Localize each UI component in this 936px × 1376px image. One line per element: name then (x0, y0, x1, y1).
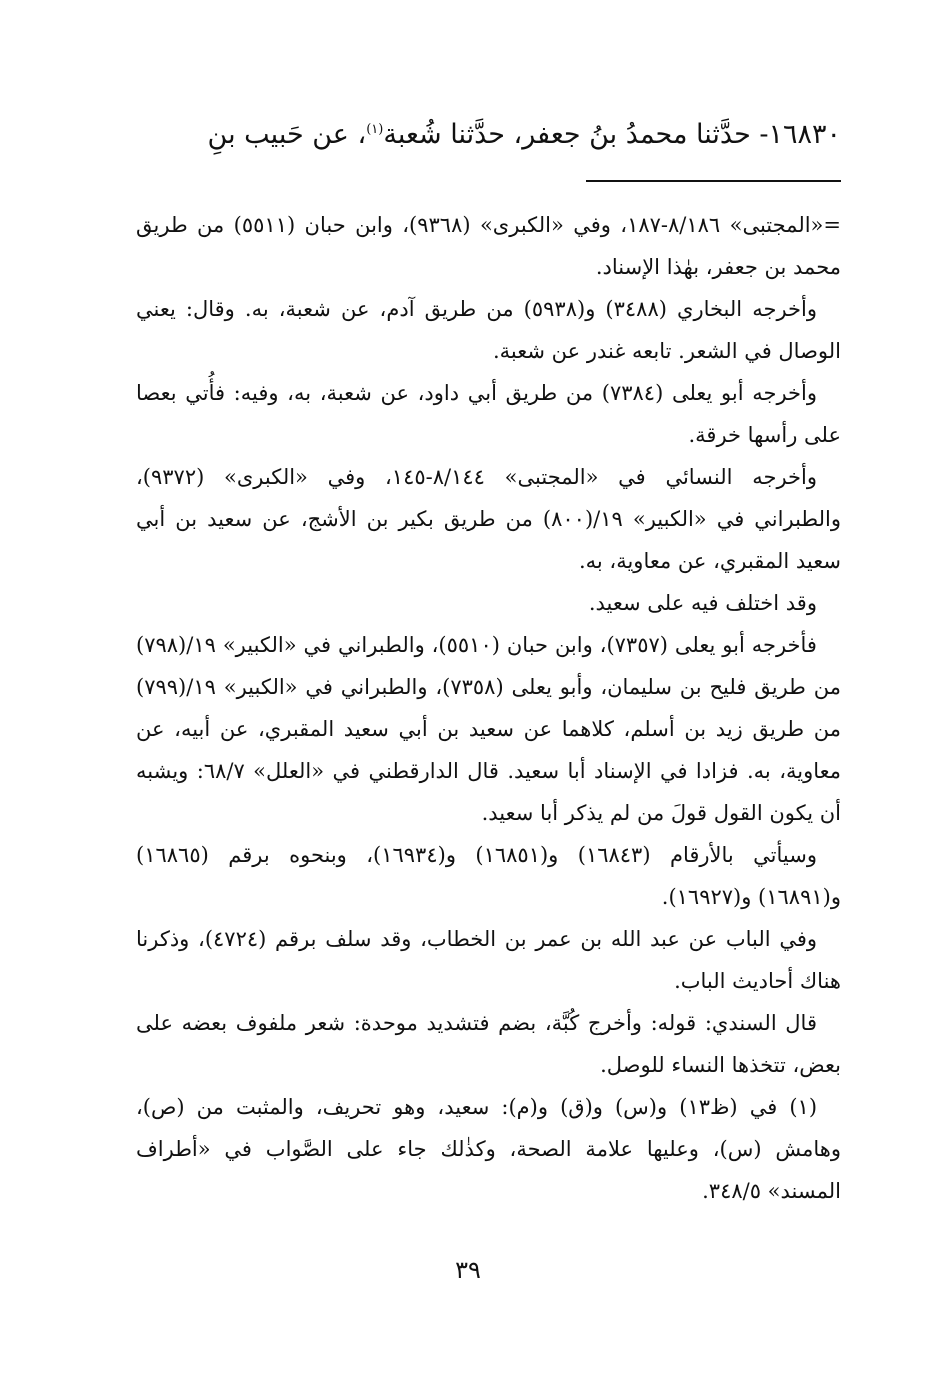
note-paragraph: وأخرجه أبو يعلى (٧٣٨٤) من طريق أبي داود، عن شعبة، به، وفيه: فأُتي بعصا على رأسها خرقة. (136, 381, 841, 447)
hadith-text (120, 112, 841, 158)
note-paragraph: قال السندي: قوله: وأخرج كُبَّة، بضم فتشديد موحدة: شعر ملفوف بعضه على بعض، تتخذها النساء للوصل. (136, 1011, 841, 1077)
footnote-marker[interactable]: (١) (366, 122, 384, 137)
hadith-text-end: ، عن حَبيب بنِ (207, 119, 367, 150)
note-paragraph: فأخرجه أبو يعلى (٧٣٥٧)، وابن حبان (٥٥١٠)، والطبراني في «الكبير» ١٩/(٧٩٨) من طريق فليح بن سليمان، وأبو يعلى (٧٣٥٨)، والطبراني في «الكبير» ١٩/(٧٩٩) من طريق زيد بن أسلم، كلاهما عن سعيد بن أبي سعيد المقبري، عن أبيه، عن معاوية، به. فزادا في الإسناد أبا سعيد. قال الدارقطني في «العلل» ٦٨/٧: ويشبه أن يكون القول قولَ من لم يذكر أبا سعيد. (136, 633, 841, 825)
note-paragraph: وأخرجه البخاري (٣٤٨٨) و(٥٩٣٨) من طريق آدم، عن شعبة، به. وقال: يعني الوصال في الشعر. تابعه غندر عن شعبة. (136, 297, 841, 363)
note-paragraph: وأخرجه النسائي في «المجتبى» ٨/١٤٤-١٤٥، وفي «الكبرى» (٩٣٧٢)، والطبراني في «الكبير» ١٩/(٨٠٠) من طريق بكير بن الأشج، عن سعيد بن أبي سعيد المقبري، عن معاوية، به. (136, 465, 842, 573)
note-paragraph: وقد اختلف فيه على سعيد. (588, 591, 817, 615)
footnote-separator (586, 180, 841, 182)
hadith-text-start: ١٦٨٣٠- حدَّثنا محمدُ بنُ جعفر، حدَّثنا شُعبة (383, 119, 841, 150)
footnote-text: (١) في (ظ١٣) و(س) و(ق) و(م): سعيد، وهو تحريف، والمثبت من (ص)، وهامش (س)، وعليها علامة الصحة، وكذٰلك جاء على الصَّواب في «أطراف المسند» ٣٤٨/٥. (136, 1095, 841, 1203)
note-paragraph: وسيأتي بالأرقام (١٦٨٤٣) و(١٦٨٥١) و(١٦٩٣٤)، وبنحوه برقم (١٦٨٦٥) و(١٦٨٩١) و(١٦٩٢٧). (136, 843, 841, 909)
page-number: ٣٩ (455, 1256, 481, 1284)
note-paragraph: =«المجتبى» ٨/١٨٦-١٨٧، وفي «الكبرى» (٩٣٦٨)، وابن حبان (٥٥١١) من طريق محمد بن جعفر، بهٰذا الإسناد. (136, 213, 841, 279)
notes-section (136, 204, 841, 1212)
note-paragraph: وفي الباب عن عبد الله بن عمر بن الخطاب، وقد سلف برقم (٤٧٢٤)، وذكرنا هناك أحاديث الباب. (136, 927, 841, 993)
